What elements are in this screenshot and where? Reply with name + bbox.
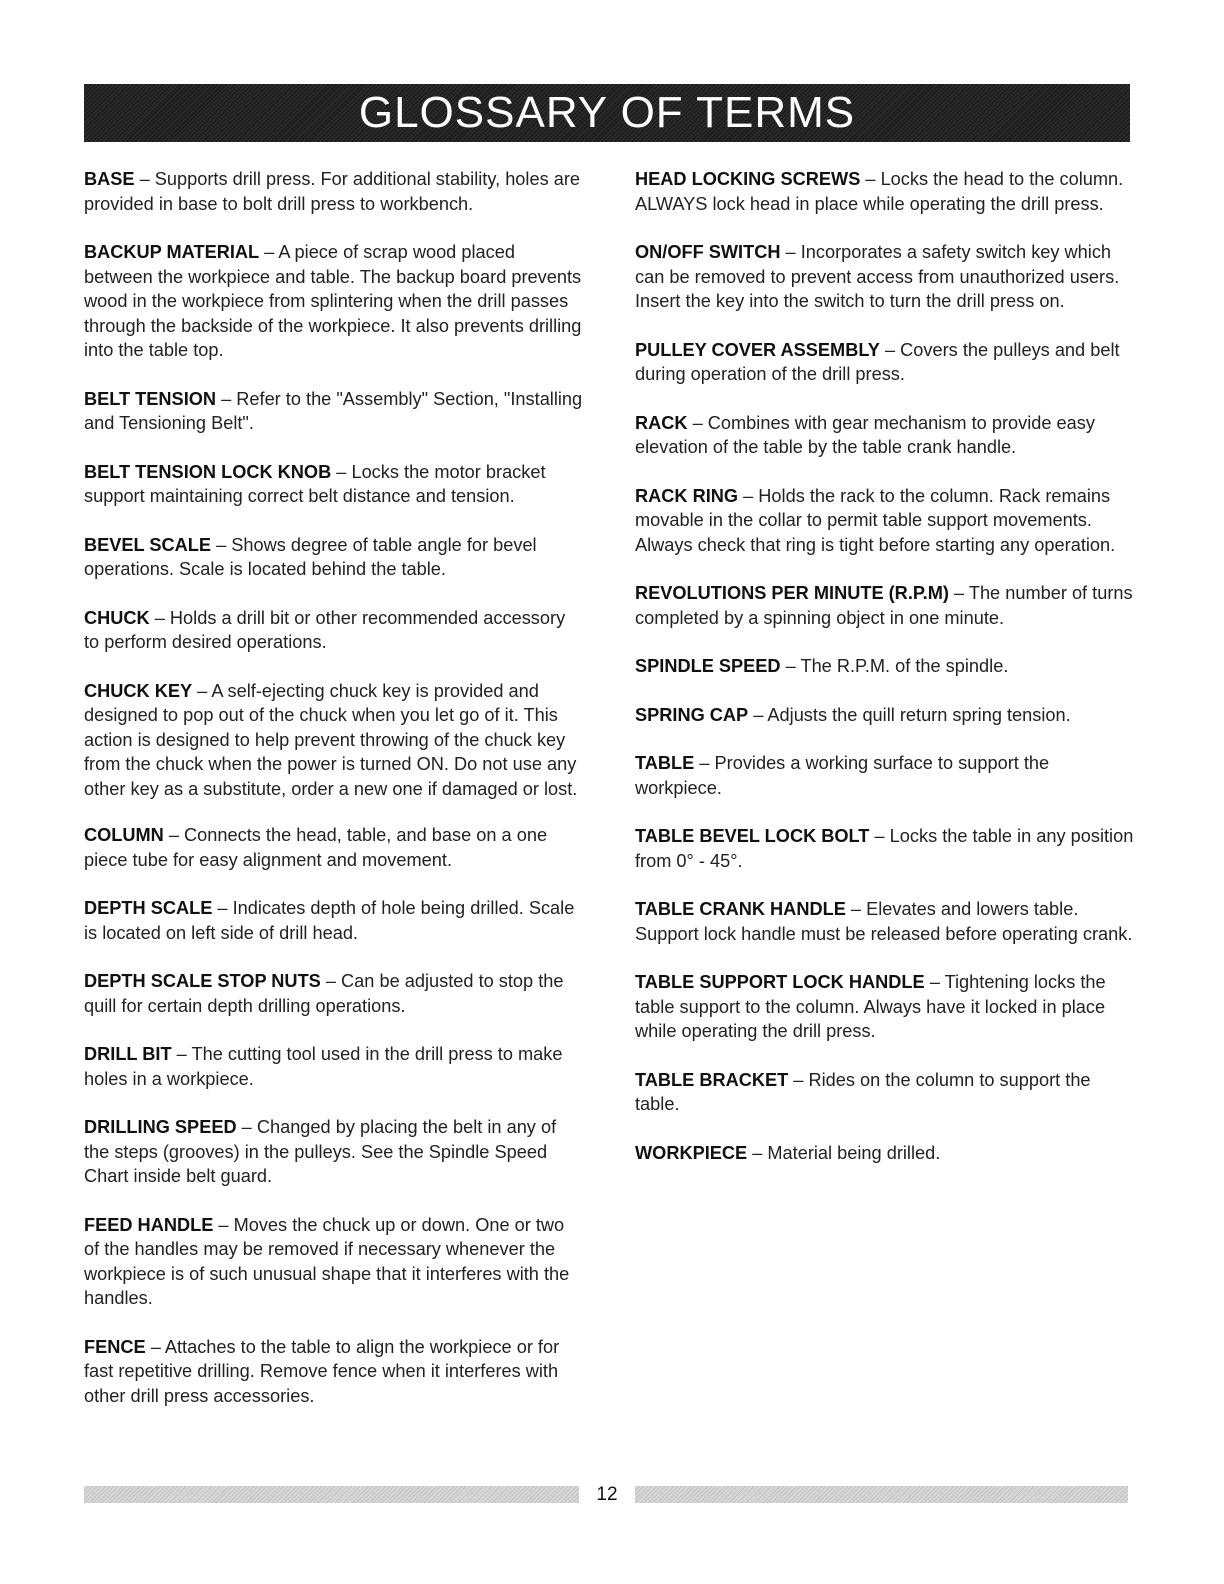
entry-term: DRILLING SPEED <box>84 1117 237 1137</box>
entry-definition: Combines with gear mechanism to provide easy elevation of the table by the table crank handle. <box>635 412 1095 457</box>
glossary-entry: PULLEY COVER ASSEMBLY – Covers the pulleys and belt during operation of the drill press. <box>635 339 1120 384</box>
entry-term: DEPTH SCALE <box>84 898 213 918</box>
entry-definition: Tightening locks the table support to the column. Always have it locked in place while operating the drill press. <box>635 972 1106 1041</box>
entry-definition: Incorporates a safety switch key which can be removed to prevent access from unauthorized users. Insert the key into the switch to turn the drill press on. <box>635 242 1120 311</box>
entry-term: REVOLUTIONS PER MINUTE (R.P.M) <box>635 583 949 603</box>
glossary-entry: BACKUP MATERIAL – A piece of scrap wood placed between the workpiece and table. The backup board prevents wood in the workpiece from splintering when the drill passes through the backside of the workpiece. It also prevents drilling into the table top. <box>84 242 582 360</box>
entry-term: BELT TENSION LOCK KNOB <box>84 461 332 482</box>
glossary-entry: BEVEL SCALE – Shows degree of table angle for bevel operations. Scale is located behind the table. <box>84 534 537 579</box>
entry-definition: Adjusts the quill return spring tension. <box>767 704 1071 725</box>
glossary-entry: DEPTH SCALE STOP NUTS – Can be adjusted to stop the quill for certain depth drilling operations. <box>84 971 564 1016</box>
glossary-entry: SPINDLE SPEED – The R.P.M. of the spindle. <box>635 656 1009 676</box>
glossary-entry: DRILL BIT – The cutting tool used in the drill press to make holes in a workpiece. <box>84 1044 563 1089</box>
entry-term: FEED HANDLE <box>84 1214 214 1235</box>
entry-definition: Rides on the column to support the table. <box>635 1069 1091 1114</box>
glossary-entry: TABLE BEVEL LOCK BOLT – Locks the table in any position from 0° - 45°. <box>635 826 1134 871</box>
entry-definition: Material being drilled. <box>767 1142 941 1163</box>
entry-definition: Locks the table in any position from 0° - 45°. <box>635 826 1134 871</box>
glossary-entry: FENCE – Attaches to the table to align the workpiece or for fast repetitive drilling. Remove fence when it interferes with other drill press accessories. <box>84 1336 560 1406</box>
glossary-entry: TABLE SUPPORT LOCK HANDLE – Tightening locks the table support to the column. Always have it locked in place while operating the drill press. <box>635 972 1106 1041</box>
entry-definition: Connects the head, table, and base on a one piece tube for easy alignment and movement. <box>84 825 548 870</box>
entry-term: DEPTH SCALE STOP NUTS <box>84 971 321 991</box>
glossary-entry: RACK RING – Holds the rack to the column. Rack remains movable in the collar to permit table support movements. Always check that ring is tight before starting any operation. <box>635 485 1116 555</box>
glossary-entry: CHUCK KEY – A self-ejecting chuck key is provided and designed to pop out of the chuck when you let go of it. This action is designed to help prevent throwing of the chuck key from the chuck when the power is turned ON. Do not use any other key as a substitute, order a new one if damaged or lost. <box>84 680 578 799</box>
glossary-entry: BELT TENSION – Refer to the "Assembly" Section, "Installing and Tensioning Belt". <box>84 388 583 433</box>
glossary-entry: DRILLING SPEED – Changed by placing the belt in any of the steps (grooves) in the pulleys. See the Spindle Speed Chart inside belt guard. <box>84 1117 557 1186</box>
entry-term: TABLE SUPPORT LOCK HANDLE <box>635 972 925 992</box>
glossary-entry: TABLE CRANK HANDLE – Elevates and lowers table. Support lock handle must be released before operating crank. <box>635 899 1133 944</box>
entry-term: BACKUP MATERIAL <box>84 242 260 262</box>
page-title: GLOSSARY OF TERMS <box>358 88 856 137</box>
entry-term: FENCE <box>84 1336 146 1357</box>
entry-definition: A piece of scrap wood placed between the workpiece and table. The backup board prevents wood in the workpiece from splintering when the drill passes through the backside of the workpiece. It also prevents drilling into the table top. <box>84 242 582 360</box>
footer-bar-left <box>84 1486 579 1503</box>
entry-term: ON/OFF SWITCH <box>635 242 781 262</box>
glossary-entry: WORKPIECE – Material being drilled. <box>635 1142 941 1163</box>
glossary-entry: HEAD LOCKING SCREWS – Locks the head to the column. ALWAYS lock head in place while operating the drill press. <box>635 169 1124 214</box>
entry-definition: The number of turns completed by a spinning object in one minute. <box>635 583 1133 628</box>
entry-definition: Supports drill press. For additional stability, holes are provided in base to bolt drill press to workbench. <box>84 169 581 214</box>
entry-definition: Changed by placing the belt in any of the steps (grooves) in the pulleys. See the Spindle Speed Chart inside belt guard. <box>84 1117 557 1186</box>
glossary-entry: ON/OFF SWITCH – Incorporates a safety switch key which can be removed to prevent access from unauthorized users. Insert the key into the switch to turn the drill press on. <box>635 242 1120 311</box>
entry-definition: Holds the rack to the column. Rack remains movable in the collar to permit table support movements. Always check that ring is tight before starting any operation. <box>635 485 1116 555</box>
entry-definition: Elevates and lowers table. Support lock handle must be released before operating crank. <box>635 899 1133 944</box>
glossary-entry: REVOLUTIONS PER MINUTE (R.P.M) – The number of turns completed by a spinning object in one minute. <box>635 583 1133 628</box>
entry-term: BASE <box>84 169 135 189</box>
entry-term: CHUCK <box>84 607 150 628</box>
entry-definition: Can be adjusted to stop the quill for certain depth drilling operations. <box>84 971 564 1016</box>
glossary-entry: FEED HANDLE – Moves the chuck up or down. One or two of the handles may be removed if necessary whenever the workpiece is of such unusual shape that it interferes with the handles. <box>84 1214 570 1308</box>
glossary-left-column <box>84 167 584 1408</box>
entry-definition: Provides a working surface to support the workpiece. <box>635 753 1050 798</box>
glossary-entry: CHUCK – Holds a drill bit or other recommended accessory to perform desired operations. <box>84 607 566 652</box>
entry-term: RACK RING <box>635 485 739 506</box>
entry-term: CHUCK KEY <box>84 680 193 701</box>
entry-definition: Indicates depth of hole being drilled. Scale is located on left side of drill head. <box>84 898 575 943</box>
entry-term: SPINDLE SPEED <box>635 656 781 676</box>
glossary-entry: RACK – Combines with gear mechanism to provide easy elevation of the table by the table crank handle. <box>635 412 1095 457</box>
glossary-entry: SPRING CAP – Adjusts the quill return spring tension. <box>635 704 1071 725</box>
entry-term: TABLE <box>635 753 695 773</box>
entry-term: PULLEY COVER ASSEMBLY <box>635 339 880 360</box>
glossary-entry: BASE – Supports drill press. For additional stability, holes are provided in base to bolt drill press to workbench. <box>84 169 581 214</box>
entry-term: TABLE BEVEL LOCK BOLT <box>635 826 870 846</box>
entry-definition: Shows degree of table angle for bevel operations. Scale is located behind the table. <box>84 534 537 579</box>
entry-definition: The cutting tool used in the drill press to make holes in a workpiece. <box>84 1044 563 1089</box>
entry-term: BEVEL SCALE <box>84 534 212 555</box>
entry-term: SPRING CAP <box>635 704 749 725</box>
entry-definition: Attaches to the table to align the workpiece or for fast repetitive drilling. Remove fence when it interferes with other drill press accessories. <box>84 1336 560 1406</box>
entry-term: HEAD LOCKING SCREWS <box>635 169 861 189</box>
entry-definition: The R.P.M. of the spindle. <box>800 656 1009 676</box>
glossary-entry: TABLE BRACKET – Rides on the column to support the table. <box>635 1069 1091 1114</box>
page-number: 12 <box>596 1484 618 1505</box>
entry-term: COLUMN <box>84 825 164 845</box>
glossary-right-column <box>635 167 1135 1165</box>
title-banner <box>84 84 1130 142</box>
entry-definition: A self-ejecting chuck key is provided and designed to pop out of the chuck when you let go of it. This action is designed to help prevent throwing of the chuck key from the chuck when the power is turned ON. Do not use any other key as a substitute, order a new one if damaged or lost. <box>84 680 578 799</box>
entry-definition: Refer to the "Assembly" Section, "Installing and Tensioning Belt". <box>84 388 583 433</box>
entry-term: TABLE CRANK HANDLE <box>635 899 846 919</box>
entry-term: TABLE BRACKET <box>635 1069 789 1090</box>
entry-term: RACK <box>635 412 688 433</box>
glossary-entry: BELT TENSION LOCK KNOB – Locks the motor bracket support maintaining correct belt distance and tension. <box>84 461 546 506</box>
glossary-entry: COLUMN – Connects the head, table, and base on a one piece tube for easy alignment and movement. <box>84 825 548 870</box>
entry-definition: Locks the head to the column. ALWAYS lock head in place while operating the drill press. <box>635 169 1124 214</box>
glossary-entry: TABLE – Provides a working surface to support the workpiece. <box>635 753 1050 798</box>
entry-term: BELT TENSION <box>84 388 217 409</box>
glossary-entry: DEPTH SCALE – Indicates depth of hole being drilled. Scale is located on left side of drill head. <box>84 898 575 943</box>
footer-bar-right <box>635 1486 1128 1503</box>
entry-definition: Covers the pulleys and belt during operation of the drill press. <box>635 339 1120 384</box>
entry-definition: Locks the motor bracket support maintaining correct belt distance and tension. <box>84 461 546 506</box>
entry-definition: Moves the chuck up or down. One or two of the handles may be removed if necessary whenever the workpiece is of such unusual shape that it interferes with the handles. <box>84 1214 570 1308</box>
entry-term: DRILL BIT <box>84 1044 172 1064</box>
entry-term: WORKPIECE <box>635 1142 748 1163</box>
entry-definition: Holds a drill bit or other recommended accessory to perform desired operations. <box>84 607 566 652</box>
